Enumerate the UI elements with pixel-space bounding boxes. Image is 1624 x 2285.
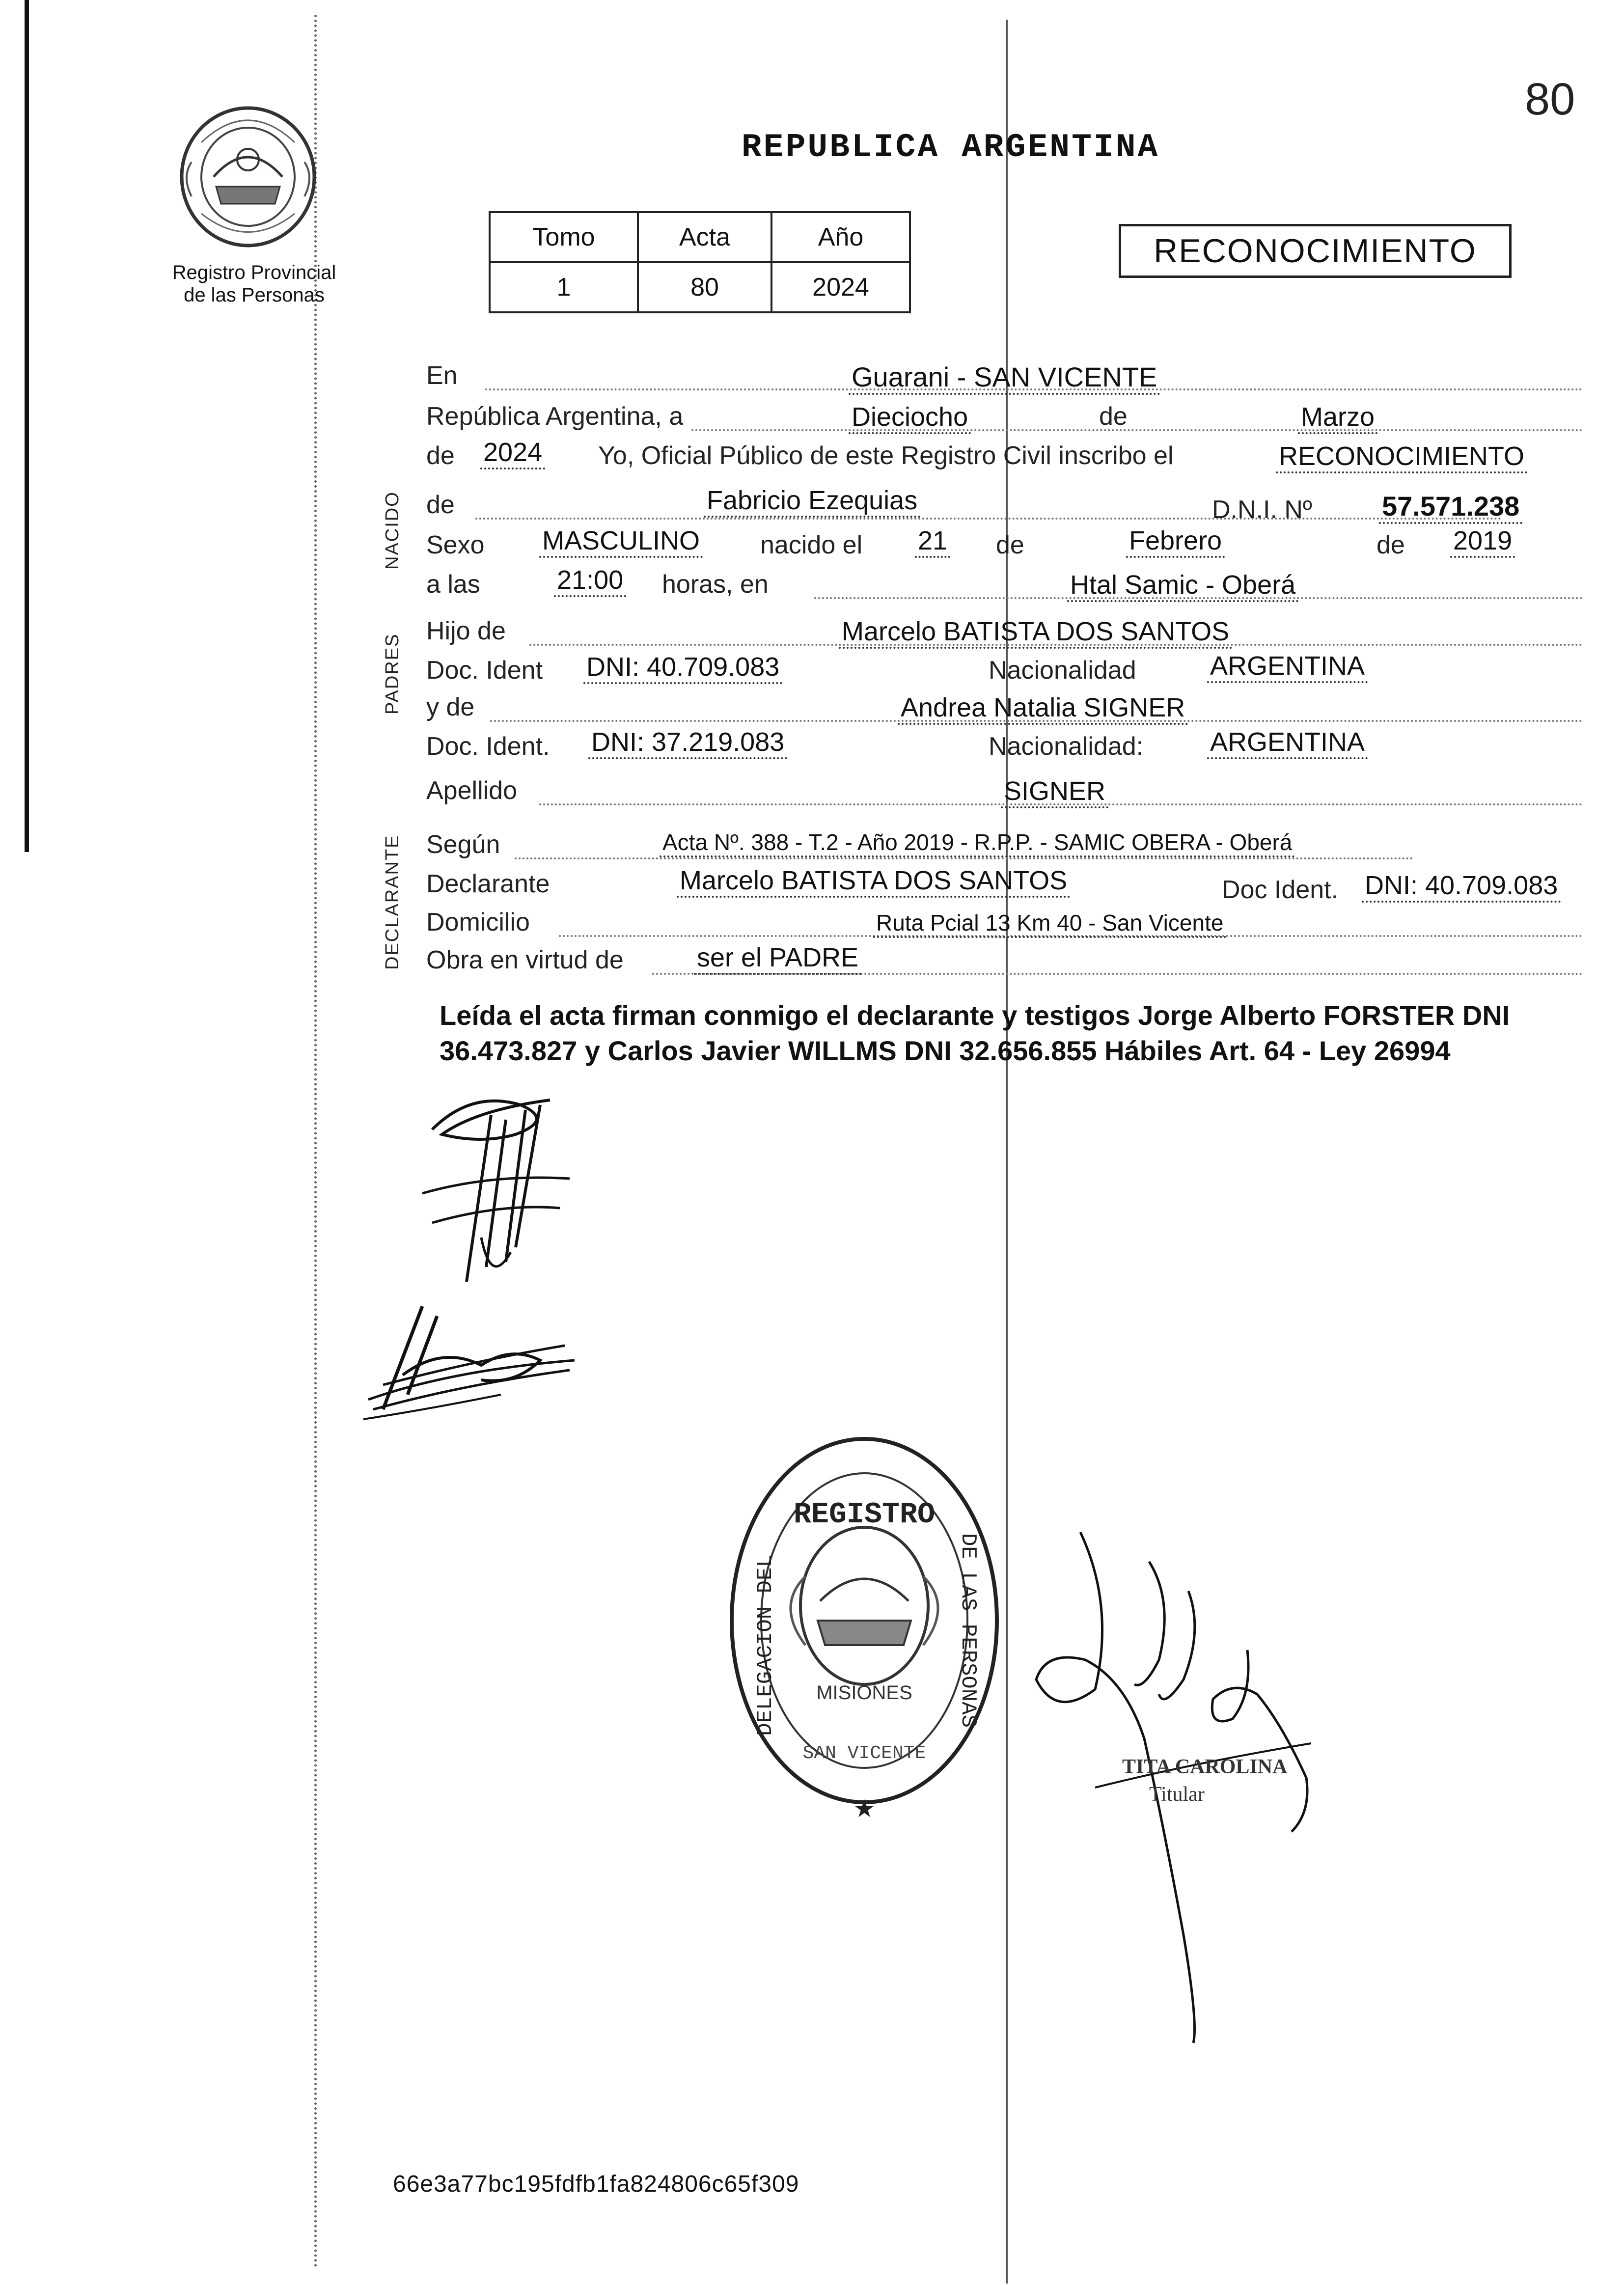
value-source-act: Acta Nº. 388 - T.2 - Año 2019 - R.P.P. - SAMIC OBERA - Oberá (660, 829, 1295, 857)
value-acta: 80 (638, 262, 771, 312)
row-declarante (426, 866, 1585, 904)
page-number: 80 (1525, 74, 1575, 124)
document-hash: 66e3a77bc195fdfb1fa824806c65f309 (393, 2171, 799, 2197)
row-domicilio (426, 908, 1585, 937)
dotted-line (475, 490, 1502, 520)
label-doc-ident: Doc. Ident (426, 656, 543, 685)
record-table-value-row (490, 262, 910, 312)
header-acta: Acta (638, 212, 771, 262)
delegation-stamp-icon (707, 1414, 1012, 1837)
dotted-line (691, 402, 1583, 431)
record-table-header-row (490, 212, 910, 262)
row-nacido (426, 486, 1585, 524)
svg-text:REGISTRO: REGISTRO (793, 1498, 936, 1532)
official-stamp-line1: TITA CAROLINA (1122, 1756, 1288, 1778)
declarant-signature (393, 1075, 619, 1292)
registry-name-line1: Registro Provincial (172, 262, 336, 283)
value-month: Marzo (1298, 402, 1377, 434)
value-birth-month: Febrero (1126, 525, 1225, 558)
row-doc-mother (426, 727, 1585, 761)
value-year: 2024 (480, 437, 545, 469)
value-reason: ser el PADRE (694, 942, 861, 975)
row-obra (426, 945, 1585, 975)
official-stamp-line2: Titular (1149, 1783, 1205, 1806)
inscription-text: Yo, Oficial Público de este Registro Civil inscribo el (598, 441, 1174, 470)
value-act-type: RECONOCIMIENTO (1276, 441, 1527, 473)
label-de-year2: de (1376, 531, 1405, 559)
row-sexo (426, 526, 1585, 560)
label-republica: República Argentina, a (426, 402, 684, 431)
row-en (426, 361, 1585, 390)
record-table (489, 211, 911, 313)
svg-text:SAN VICENTE: SAN VICENTE (802, 1743, 926, 1764)
value-birth-year: 2019 (1450, 525, 1515, 558)
svg-text:MISIONES: MISIONES (816, 1682, 912, 1704)
label-apellido: Apellido (426, 776, 518, 805)
value-day: Dieciocho (849, 402, 971, 434)
row-hora (426, 565, 1585, 600)
label-nacionalidad-2: Nacionalidad: (989, 732, 1144, 761)
row-apellido (426, 776, 1585, 805)
value-mother-nationality: ARGENTINA (1207, 727, 1368, 759)
label-hijo-de: Hijo de (426, 617, 506, 645)
label-de-month: de (996, 531, 1024, 559)
margin-dotted-line (314, 15, 317, 2269)
registry-name-line2: de las Personas (184, 284, 325, 306)
section-label-padres: PADRES (382, 633, 403, 715)
svg-text:DE LAS PERSONAS: DE LAS PERSONAS (956, 1533, 980, 1728)
value-birth-time: 21:00 (554, 565, 626, 597)
label-domicilio: Domicilio (426, 908, 530, 936)
row-doc-father (426, 651, 1585, 685)
record-type-box: RECONOCIMIENTO (1119, 224, 1512, 278)
label-declarante: Declarante (426, 870, 550, 898)
value-anio: 2024 (771, 262, 910, 312)
value-father-dni: DNI: 40.709.083 (583, 652, 782, 684)
label-nacionalidad: Nacionalidad (989, 656, 1136, 685)
row-mother (426, 692, 1585, 722)
closing-line-1: Leída el acta firman conmigo el declarante y testigos Jorge Alberto FORSTER DNI (440, 1000, 1510, 1031)
label-horas-en: horas, en (662, 570, 769, 599)
official-stamp (1002, 1753, 1355, 1808)
section-label-nacido: NACIDO (382, 491, 403, 570)
label-nacido-el: nacido el (760, 531, 863, 559)
label-dni: D.N.I. Nº (1212, 496, 1312, 524)
label-a-las: a las (426, 570, 480, 599)
registry-name (165, 261, 344, 306)
value-mother-dni: DNI: 37.219.083 (588, 727, 787, 759)
label-de-year: de (426, 441, 455, 470)
value-mother-name: Andrea Natalia SIGNER (898, 692, 1188, 725)
value-declarant-name: Marcelo BATISTA DOS SANTOS (677, 865, 1070, 898)
value-tomo: 1 (490, 262, 638, 312)
value-place: Guarani - SAN VICENTE (849, 361, 1160, 395)
row-anio (426, 438, 1585, 471)
value-child-dni: 57.571.238 (1379, 490, 1522, 524)
closing-statement (440, 998, 1569, 1069)
row-segun (426, 830, 1585, 859)
document-title: REPUBLICA ARGENTINA (742, 129, 1160, 166)
value-declarant-dni: DNI: 40.709.083 (1362, 870, 1561, 903)
label-doc-ident-3: Doc Ident. (1222, 876, 1339, 904)
value-birth-place: Htal Samic - Oberá (1067, 570, 1298, 602)
value-child-name: Fabricio Ezequias (704, 485, 920, 518)
label-y-de: y de (426, 693, 475, 721)
value-surname: SIGNER (1001, 776, 1108, 808)
value-birth-day: 21 (915, 525, 950, 558)
row-hijo (426, 616, 1585, 646)
svg-text:★: ★ (853, 1795, 876, 1822)
label-en: En (426, 361, 458, 390)
witness-signature (354, 1287, 584, 1434)
value-father-nationality: ARGENTINA (1207, 651, 1368, 683)
value-father-name: Marcelo BATISTA DOS SANTOS (839, 616, 1232, 649)
label-sexo: Sexo (426, 531, 485, 559)
row-republica (426, 402, 1585, 431)
left-margin-bar (25, 0, 29, 852)
section-label-declarante: DECLARANTE (382, 834, 403, 970)
header-tomo: Tomo (490, 212, 638, 262)
label-de: de (1099, 402, 1128, 431)
svg-text:DELEGACION DEL: DELEGACION DEL (753, 1554, 778, 1736)
label-obra: Obra en virtud de (426, 946, 624, 974)
value-sexo: MASCULINO (539, 525, 703, 558)
header-anio: Año (771, 212, 910, 262)
label-segun: Según (426, 830, 500, 859)
closing-line-2: 36.473.827 y Carlos Javier WILLMS DNI 32.656.855 Hábiles Art. 64 - Ley 26994 (440, 1035, 1451, 1066)
label-de-name: de (426, 491, 455, 519)
label-doc-ident-2: Doc. Ident. (426, 732, 550, 761)
value-address: Ruta Pcial 13 Km 40 - San Vicente (873, 909, 1226, 938)
registry-seal-icon (167, 103, 329, 250)
